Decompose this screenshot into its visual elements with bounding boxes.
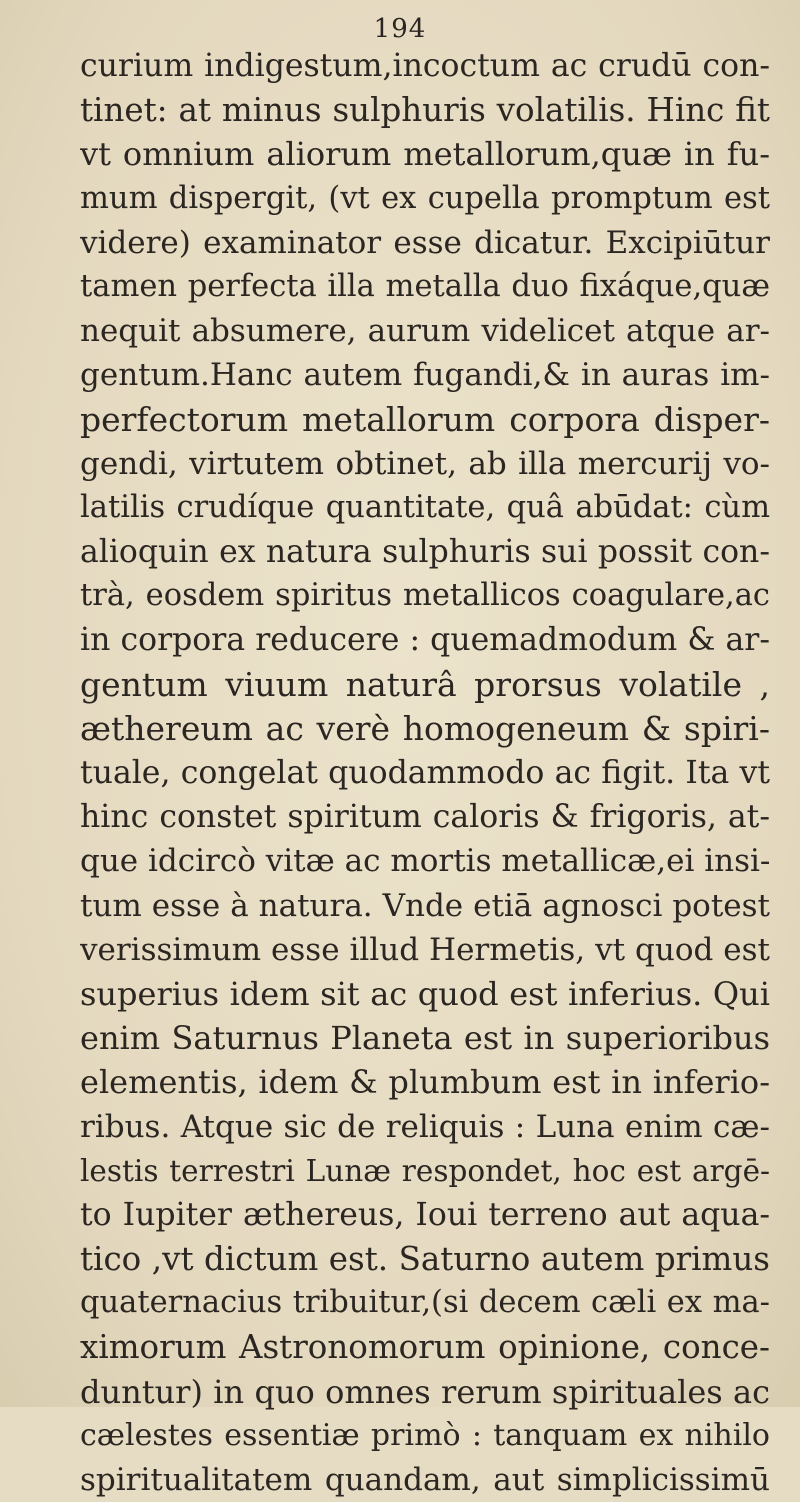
text-line: tuale, congelat quodammodo ac figit. Ita vt — [80, 755, 770, 791]
text-line: que idcircò vitæ ac mortis metallicæ,ei insi- — [80, 843, 770, 880]
text-line: gentum viuum naturâ prorsus volatile , — [80, 664, 770, 704]
text-line: in corpora reducere : quemadmodum & ar- — [80, 622, 770, 659]
text-line: enim Saturnus Planeta est in superioribus — [80, 1019, 770, 1058]
text-line: tinet: at minus sulphuris volatilis. Hinc fit — [80, 91, 770, 130]
text-line: tamen perfecta illa metalla duo fixáque,quæ — [80, 268, 770, 304]
text-line: gentum.Hanc autem fugandi,& in auras im- — [80, 357, 770, 394]
text-line: alioquin ex natura sulphuris sui possit con- — [80, 534, 770, 571]
text-line: elementis, idem & plumbum est in inferio- — [80, 1063, 770, 1102]
text-line: lestis terrestri Lunæ respondet, hoc est argē- — [80, 1153, 770, 1188]
text-line: tico ,vt dictum est. Saturno autem primus — [80, 1240, 770, 1279]
text-line: ximorum Astronomorum opinione, conce- — [80, 1328, 770, 1367]
text-line: to Iupiter æthereus, Ioui terreno aut aqua- — [80, 1196, 770, 1233]
text-line: curium indigestum,incoctum ac crudū con- — [80, 48, 770, 84]
text-line: cælestes essentiæ primò : tanquam ex nihilo — [80, 1417, 770, 1453]
text-line: trà, eosdem spiritus metallicos coagulare,ac — [80, 578, 770, 614]
body-text — [80, 44, 770, 1502]
text-line: æthereum ac verè homogeneum & spiri- — [80, 708, 770, 748]
text-line: duntur) in quo omnes rerum spirituales ac — [80, 1372, 770, 1411]
text-line: videre) examinator esse dicatur. Excipiūtur — [80, 224, 770, 261]
page-number: 194 — [373, 14, 427, 44]
text-line: vt omnium aliorum metallorum,quæ in fu- — [80, 135, 770, 174]
text-line: hinc constet spiritum caloris & frigoris, at- — [80, 799, 770, 836]
text-line: superius idem sit ac quod est inferius. Qui — [80, 974, 770, 1013]
text-line: quaternacius tribuitur,(si decem cæli ex ma- — [80, 1285, 770, 1321]
text-line: verissimum esse illud Hermetis, vt quod est — [80, 931, 770, 968]
text-line: gendi, virtutem obtinet, ab illa mercurij vo- — [80, 445, 770, 482]
text-line: spiritualitatem quandam, aut simplicissimū — [80, 1462, 770, 1498]
text-line: perfectorum metallorum corpora disper- — [80, 399, 770, 439]
text-line: nequit absumere, aurum videlicet atque ar- — [80, 313, 770, 350]
text-line: tum esse à natura. Vnde etiā agnosci potest — [80, 887, 770, 924]
text-line: mum dispergit, (vt ex cupella promptum est — [80, 180, 770, 216]
text-line: ribus. Atque sic de reliquis : Luna enim cæ- — [80, 1108, 770, 1145]
text-line: latilis crudíque quantitate, quâ abūdat: cùm — [80, 489, 770, 525]
